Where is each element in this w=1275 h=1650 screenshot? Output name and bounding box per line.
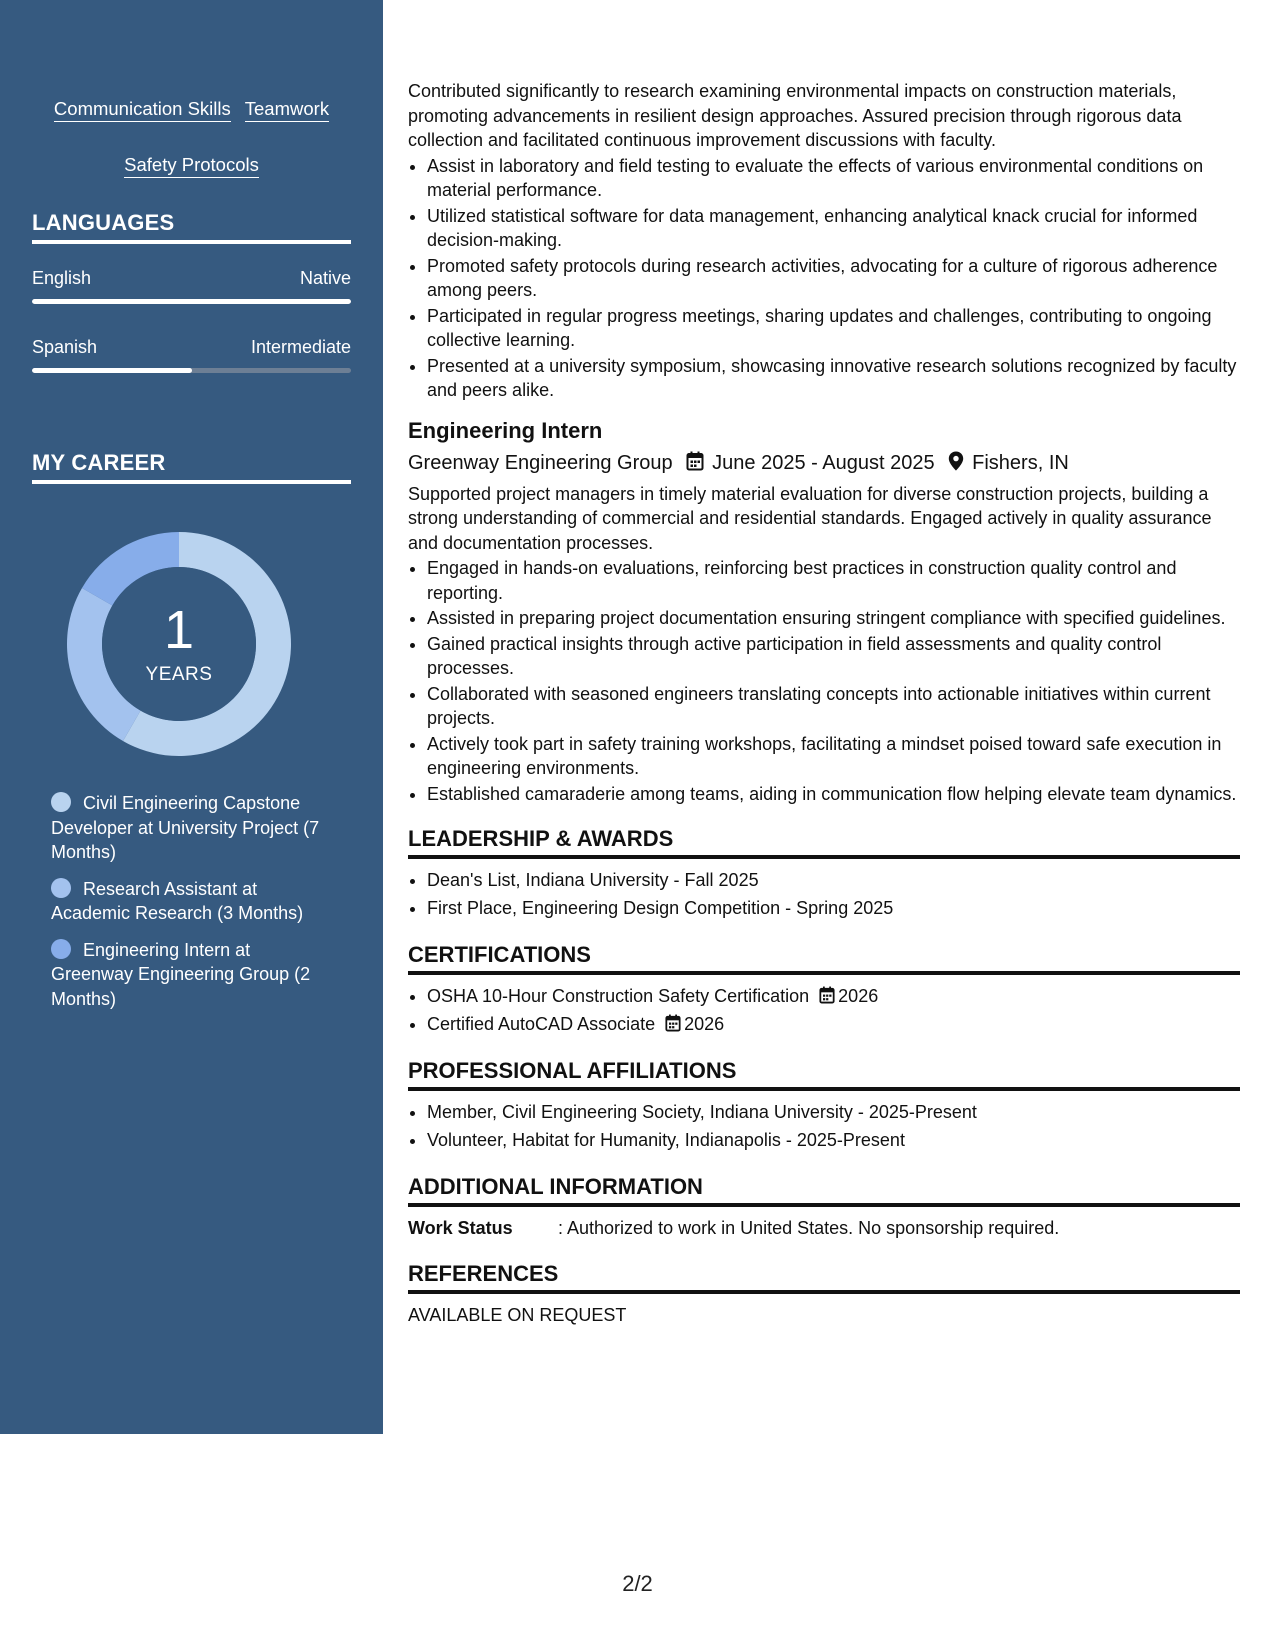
career-legend-label: Engineering Intern at Greenway Engineering Group (2 Months) — [51, 939, 311, 1009]
certification-year: 2026 — [838, 986, 879, 1006]
legend-dot-icon — [51, 939, 71, 959]
language-bar-fill — [32, 368, 192, 373]
list-item: • Assist in laboratory and field testing to evaluate the effects of various environmental conditions on material performance. — [427, 154, 1240, 203]
page-number: 2/2 — [622, 1571, 653, 1596]
language-name: English — [32, 268, 92, 288]
job-dates: June 2025 - August 2025 — [712, 451, 935, 474]
list-item: • Dean's List, Indiana University - Fall 2025 — [427, 867, 1240, 894]
career-heading: MY CAREER — [32, 450, 351, 484]
affiliations-list — [408, 1099, 1240, 1154]
legend-dot-icon — [51, 878, 71, 898]
legend-dot-icon — [51, 792, 71, 812]
work-status-value: : Authorized to work in United States. No sponsorship required. — [558, 1218, 1060, 1238]
list-item: • First Place, Engineering Design Competition - Spring 2025 — [427, 895, 1240, 922]
skill-tag: Safety Protocols — [124, 154, 259, 178]
language-level: Intermediate — [250, 337, 351, 357]
calendar-icon — [819, 986, 835, 1004]
list-item: • Member, Civil Engineering Society, Indiana University - 2025-Present — [427, 1099, 1240, 1126]
language-name: Spanish — [32, 337, 98, 357]
list-item: • Assisted in preparing project documentation ensuring stringent compliance with specified guidelines. — [427, 606, 1240, 631]
list-item: • Volunteer, Habitat for Humanity, Indianapolis - 2025-Present — [427, 1127, 1240, 1154]
additional-info-heading: ADDITIONAL INFORMATION — [408, 1172, 1240, 1207]
certification-item — [427, 983, 1240, 1010]
calendar-icon — [686, 451, 704, 471]
job-summary: Supported project managers in timely material evaluation for diverse construction projects, building a strong understanding of commercial and residential standards. Engaged actively in quality assurance and documentation processes. — [408, 483, 1212, 553]
research-summary: Contributed significantly to research examining environmental impacts on construction materials, promoting advancements in resilient design approaches. Assured precision through rigorous data collection and facilitated continuous improvement discussions with faculty. — [408, 81, 1182, 150]
list-item: • Utilized statistical software for data management, enhancing analytical knack crucial for informed decision-making. — [427, 204, 1240, 253]
leadership-heading: LEADERSHIP & AWARDS — [408, 824, 1240, 859]
job-bullets — [408, 556, 1240, 806]
career-legend-label: Civil Engineering Capstone Developer at University Project (7 Months) — [51, 793, 320, 862]
calendar-icon — [665, 1014, 681, 1032]
list-item: • Collaborated with seasoned engineers translating concepts into actionable initiatives within current projects. — [427, 682, 1240, 731]
job-location: Fishers, IN — [972, 451, 1069, 474]
list-item: • Participated in regular progress meetings, sharing updates and challenges, contributing to ongoing collective learning. — [427, 304, 1240, 353]
references-text: AVAILABLE ON REQUEST — [408, 1305, 627, 1325]
career-legend-item — [51, 938, 321, 1012]
certification-name: Certified AutoCAD Associate — [427, 1014, 656, 1034]
career-years-number: 1 — [163, 600, 195, 660]
skill-tag: Communication Skills — [54, 98, 231, 122]
main-content — [408, 79, 1240, 1328]
job-meta — [408, 449, 1240, 477]
list-item: • Presented at a university symposium, showcasing innovative research solutions recognized by faculty and peers alike. — [427, 354, 1240, 403]
list-item: • Gained practical insights through active participation in field assessments and quality control processes. — [427, 632, 1240, 681]
language-bar-english — [32, 299, 351, 304]
research-bullets — [408, 154, 1240, 403]
language-level: Native — [299, 268, 351, 288]
certifications-list — [408, 983, 1240, 1038]
language-bar-fill — [32, 299, 351, 304]
languages-heading: LANGUAGES — [32, 210, 351, 244]
career-legend-label: Research Assistant at Academic Research (3 Months) — [51, 878, 304, 923]
career-years-label: YEARS — [145, 664, 213, 685]
leadership-list — [408, 867, 1240, 922]
list-item: • Promoted safety protocols during research activities, advocating for a culture of rigorous adherence among peers. — [427, 254, 1240, 303]
skill-tag: Teamwork — [245, 98, 329, 122]
list-item: • Established camaraderie among teams, aiding in communication flow helping elevate team dynamics. — [427, 782, 1240, 807]
career-legend-item — [51, 791, 321, 865]
references-heading: REFERENCES — [408, 1259, 1240, 1294]
job-company: Greenway Engineering Group — [408, 451, 673, 474]
career-legend-item — [51, 877, 321, 926]
certification-item — [427, 1011, 1240, 1038]
job-title: Engineering Intern — [408, 417, 603, 443]
work-status-label: Work Status — [408, 1218, 513, 1238]
certification-name: OSHA 10-Hour Construction Safety Certification — [427, 986, 810, 1006]
list-item: • Actively took part in safety training workshops, facilitating a mindset poised toward safe execution in engineering environments. — [427, 732, 1240, 781]
skills-list — [32, 86, 351, 198]
list-item: • Engaged in hands-on evaluations, reinforcing best practices in construction quality control and reporting. — [427, 556, 1240, 605]
certifications-heading: CERTIFICATIONS — [408, 940, 1240, 975]
certification-year: 2026 — [684, 1014, 725, 1034]
certification-date — [809, 986, 878, 1006]
job-location-wrapper — [948, 449, 1069, 477]
work-status-row — [408, 1215, 1240, 1241]
language-bar-spanish — [32, 368, 351, 373]
certification-date — [655, 1014, 724, 1034]
affiliations-heading: PROFESSIONAL AFFILIATIONS — [408, 1056, 1240, 1091]
language-row-english — [32, 268, 351, 289]
language-row-spanish — [32, 337, 351, 358]
location-pin-icon — [948, 451, 964, 471]
job-dates-wrapper — [686, 449, 934, 477]
career-legend — [51, 791, 321, 1023]
sidebar — [0, 0, 383, 1434]
